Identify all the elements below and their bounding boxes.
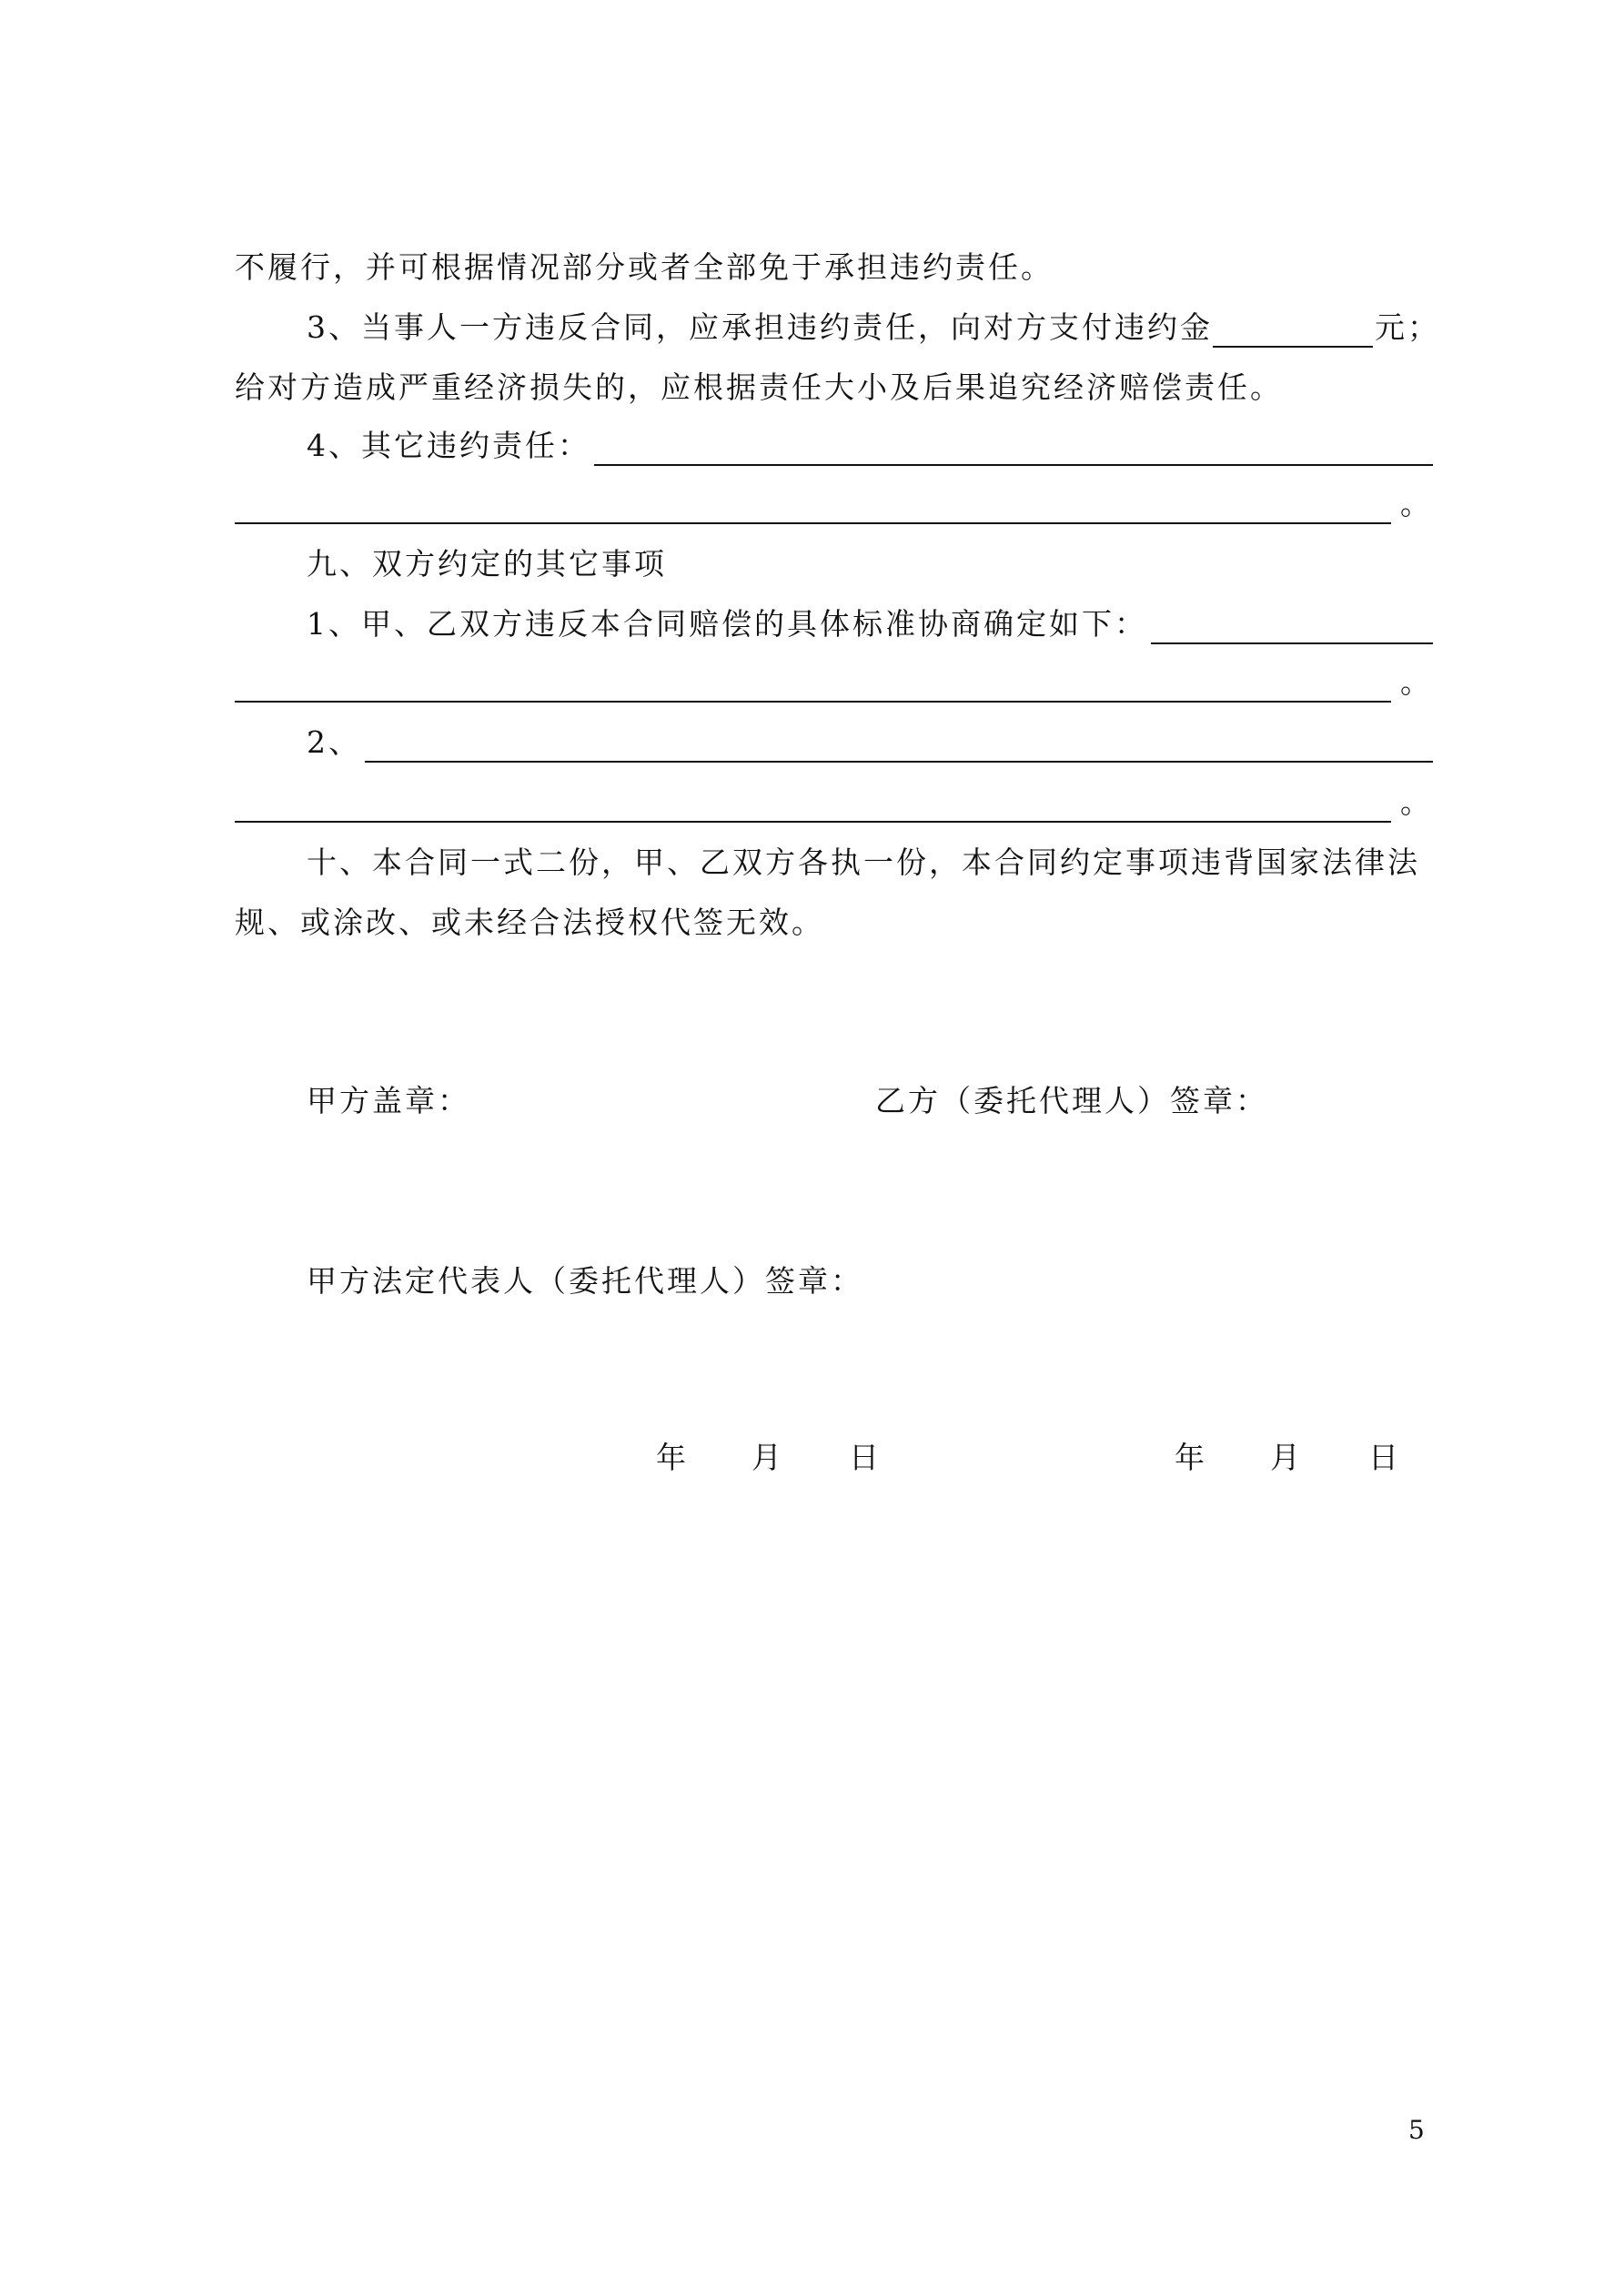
page-number: 5 (1408, 2115, 1425, 2145)
party-a-date-day: 日 (849, 1440, 882, 1475)
other-liability-continuation-row: 。 (235, 484, 1433, 524)
section-10-line-2: 规、或涂改、或未经合法授权代签无效。 (235, 905, 824, 940)
section-9-item-2-row: 2、 (235, 723, 1433, 763)
party-a-date-month: 月 (751, 1440, 784, 1475)
other-liability-row: 4、其它违约责任： (235, 426, 1433, 466)
party-a-representative-sign-label: 甲方法定代表人（委托代理人）签章： (307, 1263, 863, 1299)
section-9-item-1-continuation-row: 。 (235, 663, 1433, 703)
party-b-date-day: 日 (1368, 1440, 1401, 1475)
section-9-item-1-row: 1、甲、乙双方违反本合同赔偿的具体标准协商确定如下： (235, 604, 1433, 644)
item-2-blank-continued[interactable] (235, 792, 1391, 823)
compensation-standard-blank[interactable] (1151, 613, 1433, 644)
section-9-item-2-continuation-row: 。 (235, 783, 1433, 823)
paragraph-compensation: 给对方造成严重经济损失的，应根据责任大小及后果追究经济赔偿责任。 (235, 369, 1283, 405)
party-b-date-year: 年 (1175, 1440, 1207, 1475)
penalty-amount-blank[interactable] (1213, 317, 1373, 348)
party-b-date-month: 月 (1270, 1440, 1303, 1475)
party-b-sign-label: 乙方（委托代理人）签章： (875, 1083, 1268, 1118)
item-2-blank[interactable] (365, 732, 1433, 763)
section-10-line-1: 十、本合同一式二份，甲、乙双方各执一份，本合同约定事项违背国家法律法 (307, 845, 1420, 880)
paragraph-penalty: 3、当事人一方违反合同，应承担违约责任，向对方支付违约金 元； (235, 308, 1433, 348)
other-liability-blank[interactable] (594, 435, 1433, 466)
section-9-title: 九、双方约定的其它事项 (307, 546, 667, 582)
party-a-seal-label: 甲方盖章： (307, 1083, 470, 1118)
party-a-date-year: 年 (656, 1440, 689, 1475)
paragraph-liability-exemption: 不履行，并可根据情况部分或者全部免于承担违约责任。 (235, 249, 1054, 285)
compensation-standard-blank-continued[interactable] (235, 672, 1391, 703)
other-liability-blank-continued[interactable] (235, 493, 1391, 524)
